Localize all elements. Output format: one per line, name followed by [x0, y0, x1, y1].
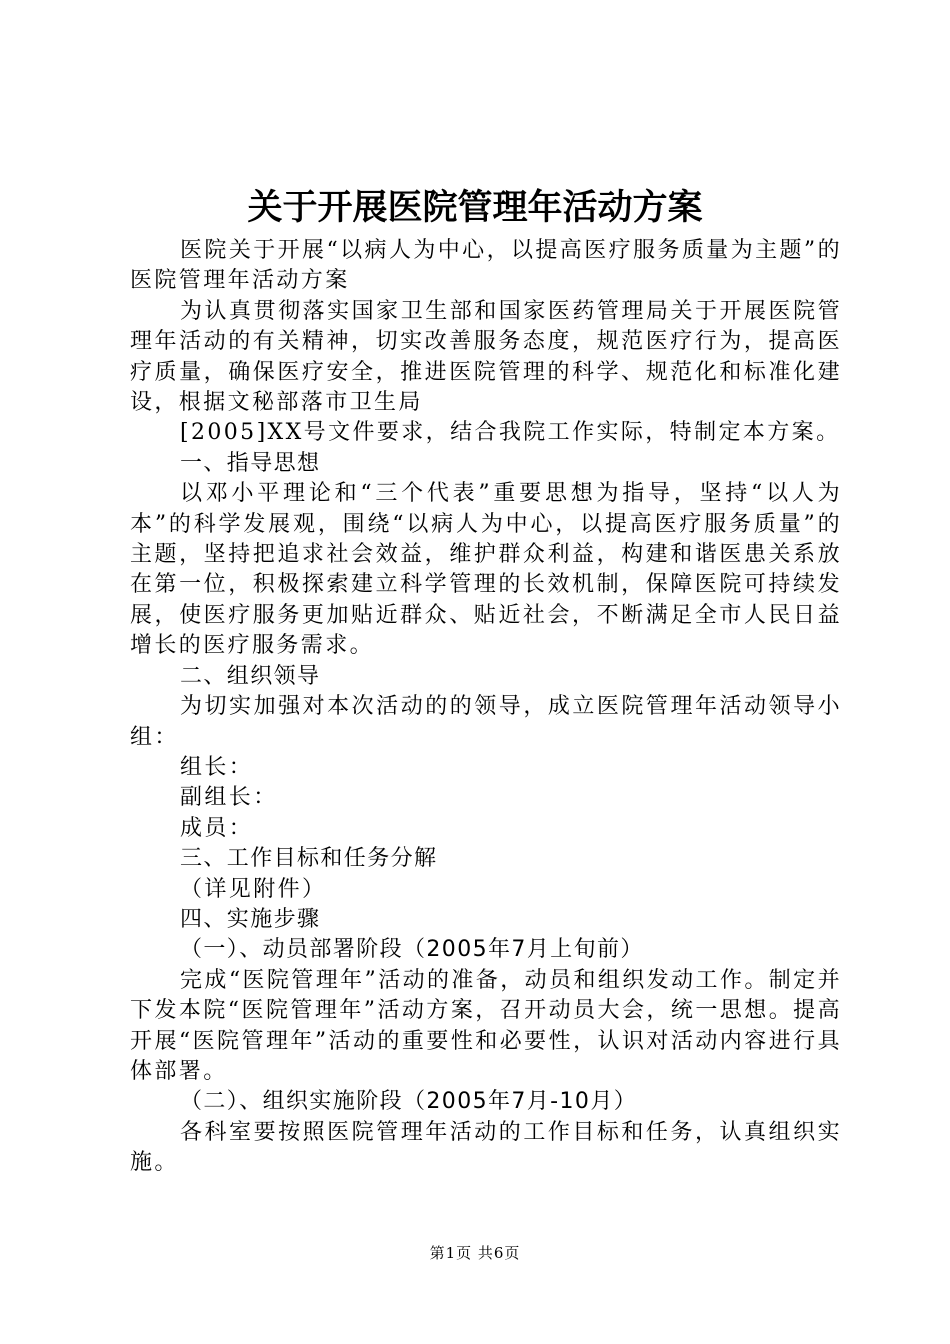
line-deputy-leader: 副组长：: [180, 785, 278, 811]
section-heading-leadership: 二、组织领导: [180, 663, 321, 689]
paragraph-intro: 医院关于开展“以病人为中心，以提高医疗服务质量为主题”的医院管理年活动方案: [130, 238, 842, 294]
subheading-mobilization-stage: （一）、动员部署阶段（2005年7月上旬前）: [180, 937, 644, 963]
section-heading-steps: 四、实施步骤: [180, 906, 321, 932]
page-number-footer: 第1页 共6页: [429, 1244, 521, 1262]
paragraph-reference: [2005]XX号文件要求，结合我院工作实际，特制定本方案。: [180, 420, 841, 446]
paragraph-guiding-thought: 以邓小平理论和“三个代表”重要思想为指导，坚持“以人为本”的科学发展观，围绕“以病人为中心，以提高医疗服务质量”的主题，坚持把追求社会效益，维护群众利益，构建和谐医患关系放在第一位，积极探索建立科学管理的长效机制，保障医院可持续发展，使医疗服务更加贴近群众、贴近社会，不断满足全市人民日益增长的医疗服务需求。: [130, 481, 842, 659]
line-group-leader: 组长：: [180, 754, 254, 780]
subheading-implementation-stage: （二）、组织实施阶段（2005年7月-10月）: [180, 1089, 638, 1115]
paragraph-see-attachment: （详见附件）: [180, 876, 327, 902]
document-body: [130, 236, 842, 1179]
paragraph-implementation: 各科室要按照医院管理年活动的工作目标和任务，认真组织实施。: [130, 1119, 842, 1176]
paragraph-mobilization: 完成“医院管理年”活动的准备，动员和组织发动工作。制定并下发本院“医院管理年”活动方案，召开动员大会，统一思想。提高开展“医院管理年”活动的重要性和必要性，认识对活动内容进行具体部署。: [130, 967, 842, 1084]
section-heading-guiding-thought: 一、指导思想: [180, 450, 321, 476]
line-members: 成员：: [180, 815, 254, 841]
paragraph-leadership: 为切实加强对本次活动的的领导，成立医院管理年活动领导小组：: [130, 694, 842, 750]
document-title: 关于开展医院管理年活动方案: [247, 187, 703, 228]
paragraph-purpose: 为认真贯彻落实国家卫生部和国家医药管理局关于开展医院管理年活动的有关精神，切实改善服务态度，规范医疗行为，提高医疗质量，确保医疗安全，推进医院管理的科学、规范化和标准化建设，根据文秘部落市卫生局: [130, 298, 842, 416]
section-heading-goals: 三、工作目标和任务分解: [180, 846, 438, 872]
